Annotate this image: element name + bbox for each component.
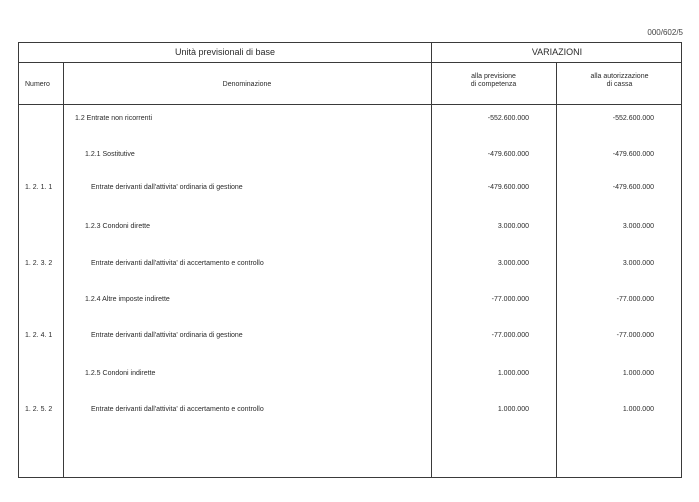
- row-cassa-value: 3.000.000: [622, 223, 654, 230]
- page-reference: 000/602/5: [647, 28, 683, 37]
- numero-header: Numero: [25, 81, 50, 88]
- table-row: [19, 223, 681, 233]
- variazioni-header: VARIAZIONI: [531, 47, 583, 57]
- row-competenza-value: 1.000.000: [497, 370, 529, 377]
- table-row: [19, 260, 681, 270]
- row-cassa-value: 3.000.000: [622, 260, 654, 267]
- row-cassa-value: -552.600.000: [612, 115, 654, 122]
- table-row: [19, 332, 681, 342]
- row-numero: 1. 2. 4. 1: [25, 332, 53, 339]
- table-row: [19, 115, 681, 125]
- budget-variation-table: [18, 42, 682, 478]
- row-cassa-value: 1.000.000: [622, 370, 654, 377]
- row-competenza-value: 3.000.000: [497, 223, 529, 230]
- row-denominazione: Entrate derivanti dall'attivita' di accertamento e controllo: [91, 260, 264, 267]
- row-denominazione: 1.2.1 Sostitutive: [85, 151, 135, 158]
- denominazione-header: Denominazione: [222, 81, 272, 88]
- table-row: [19, 370, 681, 380]
- row-cassa-value: -479.600.000: [612, 184, 654, 191]
- row-competenza-value: -479.600.000: [487, 184, 529, 191]
- row-cassa-value: 1.000.000: [622, 406, 654, 413]
- row-competenza-value: -77.000.000: [491, 296, 529, 303]
- table-row: [19, 406, 681, 416]
- row-denominazione: 1.2.5 Condoni indirette: [85, 370, 156, 377]
- row-competenza-value: -77.000.000: [491, 332, 529, 339]
- table-row: [19, 296, 681, 306]
- competenza-header: alla previsione di competenza: [470, 73, 517, 88]
- cassa-header: alla autorizzazione di cassa: [590, 73, 649, 88]
- table-row: [19, 184, 681, 194]
- row-cassa-value: -77.000.000: [616, 332, 654, 339]
- row-denominazione: 1.2.3 Condoni dirette: [85, 223, 150, 230]
- row-cassa-value: -77.000.000: [616, 296, 654, 303]
- row-denominazione: 1.2.4 Altre imposte indirette: [85, 296, 170, 303]
- row-numero: 1. 2. 1. 1: [25, 184, 53, 191]
- row-competenza-value: 3.000.000: [497, 260, 529, 267]
- row-denominazione: Entrate derivanti dall'attivita' di accertamento e controllo: [91, 406, 264, 413]
- row-denominazione: Entrate derivanti dall'attivita' ordinaria di gestione: [91, 332, 243, 339]
- row-competenza-value: 1.000.000: [497, 406, 529, 413]
- unita-previsionali-header: Unità previsionali di base: [174, 47, 276, 57]
- row-cassa-value: -479.600.000: [612, 151, 654, 158]
- row-numero: 1. 2. 5. 2: [25, 406, 53, 413]
- row-competenza-value: -479.600.000: [487, 151, 529, 158]
- row-denominazione: Entrate derivanti dall'attivita' ordinaria di gestione: [91, 184, 243, 191]
- header-divider-bottom: [19, 104, 681, 105]
- table-row: [19, 151, 681, 161]
- row-denominazione: 1.2 Entrate non ricorrenti: [75, 115, 153, 122]
- row-competenza-value: -552.600.000: [487, 115, 529, 122]
- row-numero: 1. 2. 3. 2: [25, 260, 53, 267]
- header-divider-top: [19, 62, 681, 63]
